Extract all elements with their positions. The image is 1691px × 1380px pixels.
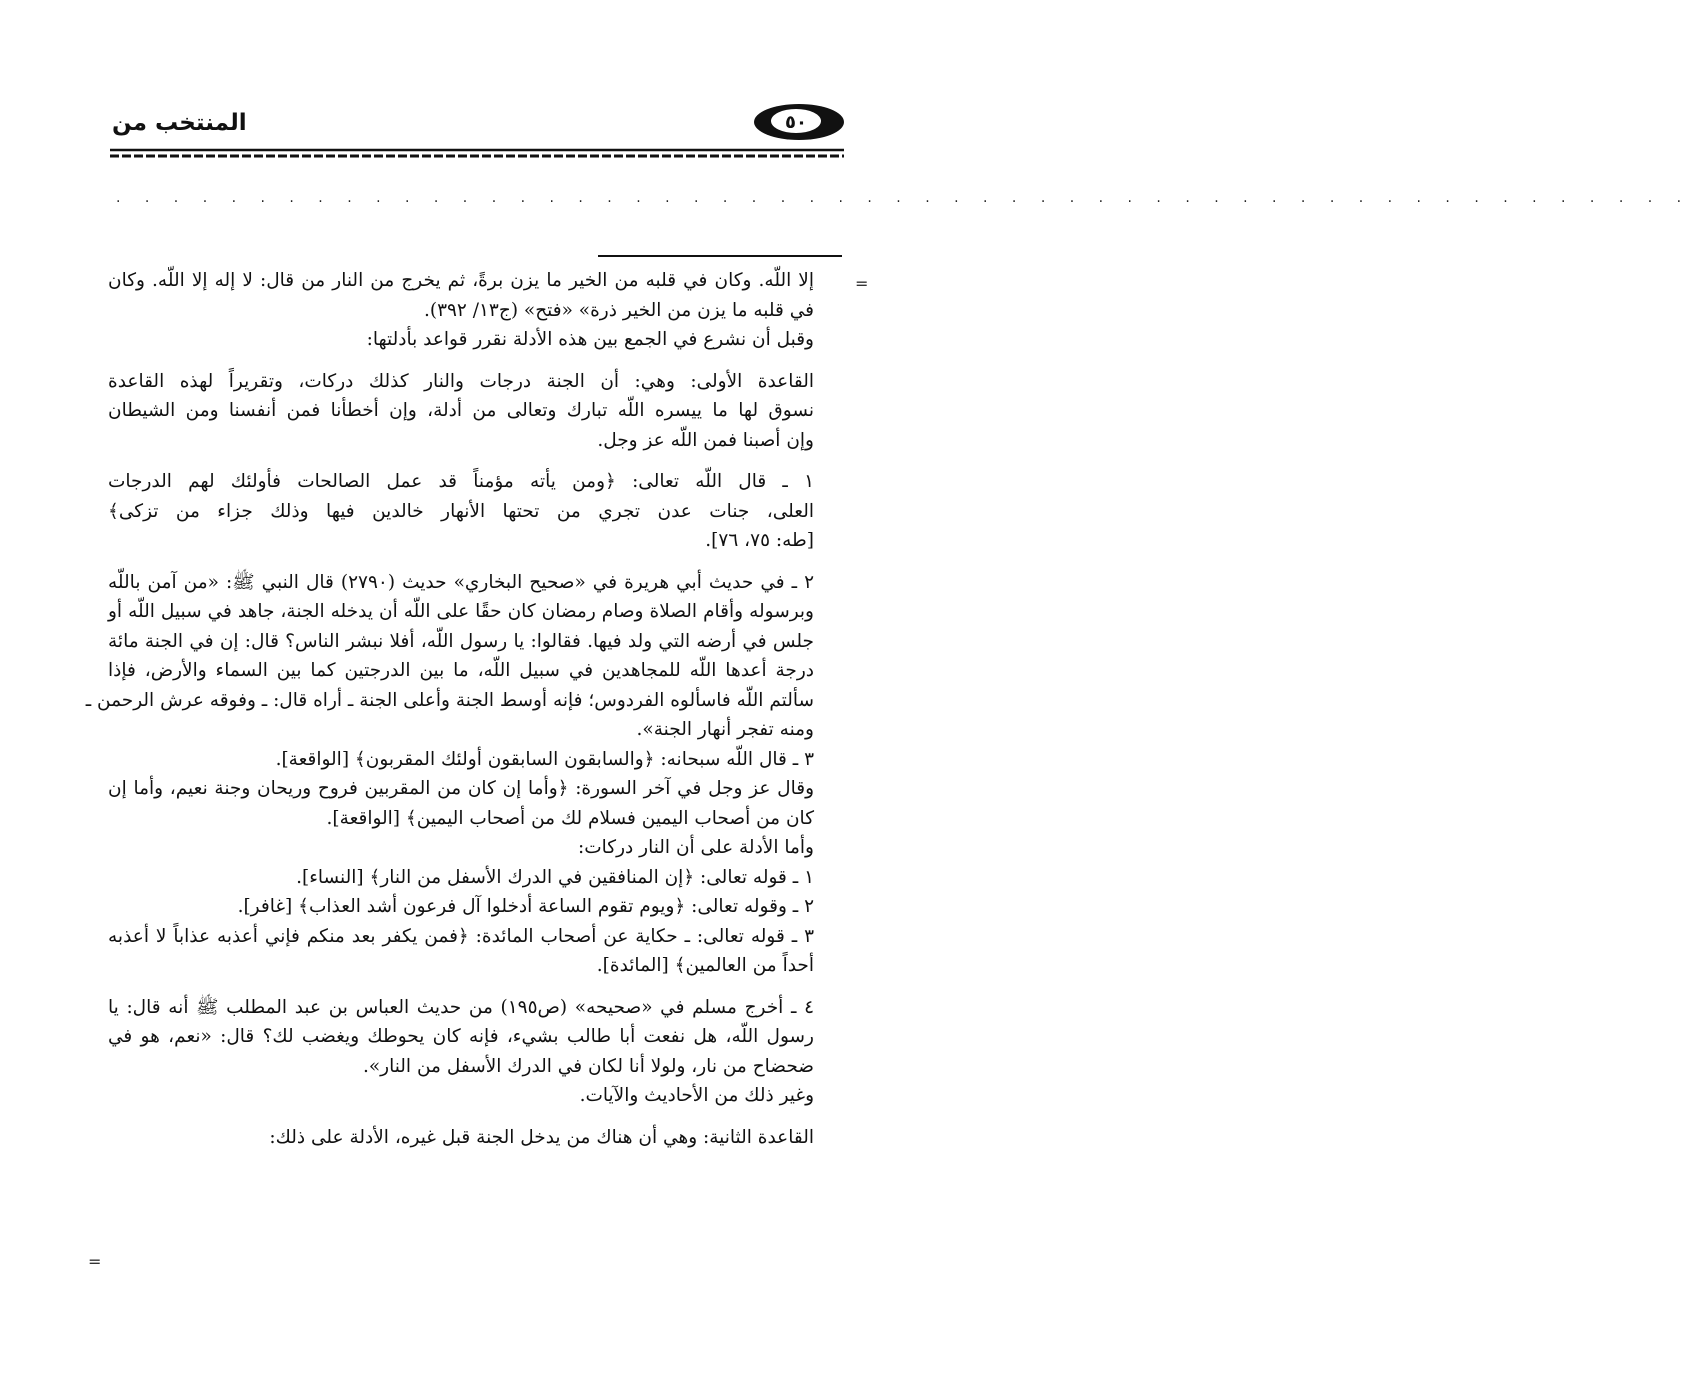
text-line: وغير ذلك من الأحاديث والآيات. bbox=[579, 1085, 814, 1106]
text-line: جلس في أرضه التي ولد فيها. فقالوا: يا رسول اللّه، أفلا نبشر الناس؟ قال: إن في الجنة مائة bbox=[108, 630, 814, 652]
text-line: أحداً من العالمين﴾ [المائدة]. bbox=[596, 955, 814, 976]
text-line: ٣ ـ قوله تعالى: ـ حكاية عن أصحاب المائدة: ﴿فمن يكفر بعد منكم فإني أعذبه عذاباً لا أعذبه bbox=[108, 925, 814, 947]
text-line: في قلبه ما يزن من الخير ذرة» «فتح» (ج١٣/ ٣٩٢). bbox=[423, 299, 814, 321]
text-line: ٤ ـ أخرج مسلم في «صحيحه» (ص١٩٥) من حديث العباس بن عبد المطلب ﷺ أنه قال: يا bbox=[108, 996, 814, 1018]
margin-mark-bottom: = bbox=[88, 1252, 102, 1271]
body-text bbox=[85, 266, 814, 1152]
text-line: [طه: ٧٥، ٧٦]. bbox=[705, 530, 814, 551]
text-line: ضحضاح من نار، ولولا أنا لكان في الدرك الأسفل من النار». bbox=[362, 1055, 814, 1077]
text-line: وأما الأدلة على أن النار دركات: bbox=[577, 837, 814, 858]
text-line: ١ ـ قوله تعالى: ﴿إن المنافقين في الدرك الأسفل من النار﴾ [النساء]. bbox=[296, 866, 814, 888]
text-line: ٢ ـ وقوله تعالى: ﴿ويوم تقوم الساعة أدخلوا آل فرعون أشد العذاب﴾ [غافر]. bbox=[237, 896, 814, 917]
text-line: نسوق لها ما ييسره اللّه تبارك وتعالى من أدلة، وإن أخطأنا فمن أنفسنا ومن الشيطان bbox=[108, 400, 814, 421]
text-line: ٢ ـ في حديث أبي هريرة في «صحيح البخاري» حديث (٢٧٩٠) قال النبي ﷺ: «من آمن باللّه bbox=[108, 571, 814, 593]
text-line: رسول اللّه، هل نفعت أبا طالب بشيء، فإنه كان يحوطك ويغضب لك؟ قال: «نعم، هو في bbox=[108, 1026, 814, 1047]
text-line: القاعدة الثانية: وهي أن هناك من يدخل الجنة قبل غيره، الأدلة على ذلك: bbox=[269, 1126, 814, 1148]
text-line: ومنه تفجر أنهار الجنة». bbox=[636, 719, 814, 740]
text-line: وقال عز وجل في آخر السورة: ﴿وأما إن كان من المقربين فروح وريحان وجنة نعيم، وأما إن bbox=[108, 778, 814, 799]
text-line: كان من أصحاب اليمين فسلام لك من أصحاب اليمين﴾ [الواقعة]. bbox=[326, 807, 814, 829]
text-line: ٣ ـ قال اللّه سبحانه: ﴿والسابقون السابقون أولئك المقربون﴾ [الواقعة]. bbox=[275, 748, 814, 770]
text-line: ١ ـ قال اللّه تعالى: ﴿ومن يأته مؤمناً قد عمل الصالحات فأولئك لهم الدرجات bbox=[108, 471, 814, 492]
header-rule bbox=[110, 148, 844, 159]
margin-mark-top: = bbox=[855, 274, 869, 293]
text-line: وبرسوله وأقام الصلاة وصام رمضان كان حقًا على اللّه أن يدخله الجنة، جاهد في سبيل اللّه أو bbox=[108, 601, 814, 622]
text-line: القاعدة الأولى: وهي: أن الجنة درجات والنار كذلك دركات، وتقريراً لهذه القاعدة bbox=[108, 370, 814, 392]
text-line: سألتم اللّه فاسألوه الفردوس؛ فإنه أوسط الجنة وأعلى الجنة ـ أراه قال: ـ وفوقه عرش الرحمن ـ bbox=[85, 689, 814, 711]
dotted-separator: . . . . . . . . . . . . . . . . . . . . . . . . . . . . . . . . . . . . . . . . . . . . . . . . . . . . . . . bbox=[116, 190, 1691, 206]
text-line: إلا اللّه. وكان في قلبه من الخير ما يزن برةً، ثم يخرج من النار من قال: لا إله إلا اللّه. وكان bbox=[108, 270, 814, 291]
page-number-badge bbox=[752, 102, 846, 142]
footnote-rule bbox=[598, 255, 842, 257]
text-line: درجة أعدها اللّه للمجاهدين في سبيل اللّه، ما بين الدرجتين كما بين السماء والأرض، فإذا bbox=[108, 660, 814, 681]
page-number: ٥٠ bbox=[785, 112, 807, 133]
book-title: المنتخب من bbox=[112, 110, 247, 136]
text-line: العلى، جنات عدن تجري من تحتها الأنهار خالدين فيها وذلك جزاء من تزكى﴾ bbox=[108, 500, 814, 522]
text-line: وقبل أن نشرع في الجمع بين هذه الأدلة نقرر قواعد بأدلتها: bbox=[366, 329, 814, 350]
text-line: وإن أصبنا فمن اللّه عز وجل. bbox=[597, 429, 814, 451]
